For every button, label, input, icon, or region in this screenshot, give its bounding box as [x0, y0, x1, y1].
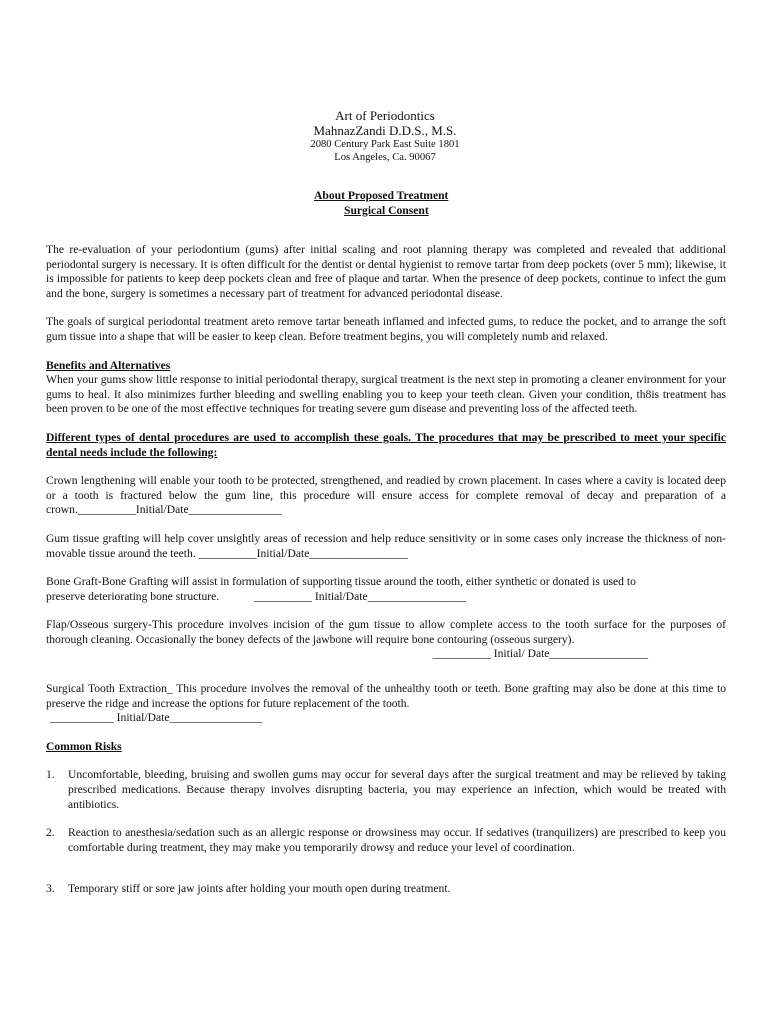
practice-name: Art of Periodontics — [335, 108, 435, 123]
risk-text: Uncomfortable, bleeding, bruising and swollen gums may occur for several days after the surgical treatment and may be relieved by taking prescribed medications. Because therapy involves disrupting bacteria, you may experience an infection, which would be treated with antibiotics. — [68, 768, 726, 811]
extraction-initial: ___________ Initial/Date________________ — [50, 711, 263, 725]
risk-number: 1. — [46, 768, 55, 782]
risk-text: Reaction to anesthesia/sedation such as an allergic response or drowsiness may occur. If sedatives (tranquilizers) are prescribed to keep you comfortable during treatment, they may make you temporarily drowsy and reduce your level of coordination. — [68, 826, 726, 854]
flap-osseous-initial: __________ Initial/ Date_________________ — [432, 647, 648, 661]
bone-graft-line-2: preserve deteriorating bone structure. __________ Initial/Date_________________ — [46, 589, 467, 603]
extraction-text: Surgical Tooth Extraction_ This procedure involves the removal of the unhealthy tooth or teeth. Bone grafting may also be done at this time to preserve the ridge and increase the options for future replacement of the tooth. — [46, 682, 726, 710]
procedure-tooth-extraction — [46, 682, 726, 726]
procedures-heading: Different types of dental procedures are used to accomplish these goals. The procedures that may be prescribed to meet your specific dental needs include the following: — [46, 430, 726, 459]
risk-number: 3. — [46, 882, 55, 896]
benefits-section — [46, 359, 726, 417]
benefits-heading: Benefits and Alternatives — [46, 358, 171, 372]
address-line-1: 2080 Century Park East Suite 1801 — [310, 139, 460, 150]
risk-item — [46, 826, 726, 855]
document-body — [46, 243, 726, 897]
document-subtitle — [314, 189, 448, 218]
risk-item — [46, 768, 726, 812]
subtitle-line-2: Surgical Consent — [344, 203, 429, 217]
procedure-gum-grafting: Gum tissue grafting will help cover unsightly areas of recession and help reduce sensitivity or in some cases only increase the thickness of non-movable tissue around the teeth. __________Initial/Date_________________ — [46, 531, 726, 560]
intro-paragraph: The re-evaluation of your periodontium (gums) after initial scaling and root planning therapy was completed and revealed that additional periodontal surgery is necessary. It is often difficult for the dentist or dental hygienist to remove tartar from deep pockets (over 5 mm); likewise, it is impossible for patients to keep deep pockets clean and free of plaque and tartar. When the presence of deep pockets, continue to infect the gum and the bone, surgery is sometimes a necessary part of treatment for advanced periodontal disease. — [46, 243, 726, 300]
bone-graft-line-1: Bone Graft-Bone Grafting will assist in formulation of supporting tissue around the tooth, either synthetic or donated is used to — [46, 575, 636, 589]
goals-paragraph: The goals of surgical periodontal treatment areto remove tartar beneath inflamed and infected gums, to reduce the pocket, and to arrange the soft gum tissue into a shape that will be easier to keep clean. Before treatment begins, you will completely numb and relaxed. — [46, 315, 726, 343]
risks-heading: Common Risks — [46, 739, 122, 753]
address-line-2: Los Angeles, Ca. 90067 — [334, 152, 436, 163]
risks-list — [46, 768, 726, 897]
procedure-crown-lengthening: Crown lengthening will enable your tooth to be protected, strengthened, and readied by crown placement. In cases where a cavity is located deep or a tooth is fractured below the gum line, this procedure will ensure access for complete removal of decay and preparation of a crown.__________Initial/Date________________ — [46, 474, 726, 517]
doctor-name: MahnazZandi D.D.S., M.S. — [313, 123, 457, 138]
subtitle-line-1: About Proposed Treatment — [314, 189, 449, 202]
risk-number: 2. — [46, 826, 55, 840]
benefits-text: When your gums show little response to initial periodontal therapy, surgical treatment is the next step in promoting a cleaner environment for your gums to heal. It also minimizes further bleeding and swelling enabling you to keep your teeth clean. Given your condition, th8is treatment has been proven to be one of the most effective techniques for treating severe gum disease and preventing loss of the affected teeth. — [46, 373, 726, 416]
letterhead — [0, 108, 770, 164]
flap-osseous-text: Flap/Osseous surgery-This procedure involves incision of the gum tissue to allow complete access to the tooth surface for the purposes of thorough cleaning. Occasionally the boney defects of the jawbone will require bone contouring (osseous surgery). — [46, 618, 726, 646]
risk-item — [46, 882, 726, 897]
procedure-bone-graft — [46, 575, 726, 604]
procedure-flap-osseous — [46, 618, 726, 662]
risk-text: Temporary stiff or sore jaw joints after holding your mouth open during treatment. — [68, 882, 451, 896]
